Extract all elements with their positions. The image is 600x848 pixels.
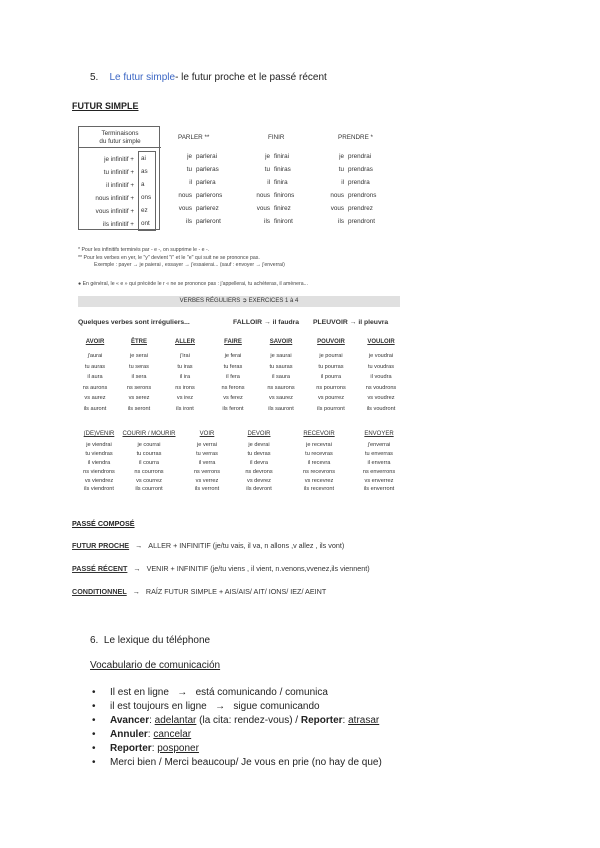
list-item: • Il est en ligne → está comunicando / comunica: [90, 686, 510, 700]
section-6-title: Le lexique du téléphone: [103, 635, 211, 646]
verb-finir: FINIR je finirai tu finiras il finira nous finirons vous finirez ils finiront: [256, 134, 295, 225]
list-item: • Reporter: posponer: [90, 742, 510, 756]
futur-simple-title: FUTUR SIMPLE: [72, 101, 139, 111]
col-savoir: SAVOIR je saurai tu sauras il saura ns saurons vs saurez ils sauront: [267, 339, 295, 412]
col-devoir: DEVOIR je devrai tu devras il devra ns devrons vs devrez ils devront: [245, 431, 273, 493]
col-voir: VOIR je verrai tu verras il verra ns verrons vs verrez ils verront: [193, 431, 221, 493]
conjugation-image: [78, 126, 400, 236]
section-5-rest: - le futur proche et le passé récent: [175, 72, 327, 83]
pronunciation-note: ● En général, le « e » qui précède le r « ne se prononce pas : j'appellerai, tu achèteras, il amènera...: [78, 281, 308, 287]
col-devenir: (DE)VENIR je viendrai tu viendras il viendra ns viendrons vs viendrez ils viendront: [83, 431, 115, 493]
arrow-icon: →: [215, 701, 226, 712]
futur-proche-rule: ALLER + INFINITIF (je/tu vais, il va, n allons ,v allez , ils vont): [148, 541, 345, 550]
vocab-title: Vocabulario de comunicación: [90, 660, 221, 671]
conditionnel-rule: RAÍZ FUTUR SIMPLE + AIS/AIS/ AIT/ IONS/ IEZ/ AEINT: [145, 587, 327, 596]
passe-compose-heading: PASSÉ COMPOSÉ: [72, 519, 135, 528]
pronoun-column: je infinitif + tu infinitif + il infinitif + nous infinitif + vous infinitif + ils infinitif +: [95, 156, 134, 228]
terminations-box: [78, 126, 160, 230]
endings-column: ai as a ons ez ont: [138, 151, 156, 231]
vocab-list: [90, 686, 510, 770]
pleuvoir: PLEUVOIR → il pleuvra: [313, 319, 389, 326]
list-item: • Merci bien / Merci beaucoup/ Je vous en prie (no hay de que): [90, 756, 510, 770]
futur-proche-label: FUTUR PROCHE: [72, 541, 130, 550]
list-item: • il est toujours en ligne → sigue comunicando: [90, 700, 510, 714]
falloir: FALLOIR → il faudra: [233, 319, 300, 326]
arrow-icon: →: [132, 587, 140, 596]
passe-recent-label: PASSÉ RÉCENT: [72, 564, 128, 573]
col-etre: ÊTRE je serai tu seras il sera ns serons vs serez ils seront: [126, 339, 152, 412]
section-5-heading: [90, 72, 327, 83]
passe-recent-rule: VENIR + INFINITIF (je/tu viens , il vient, n.venons,vvenez,ils viennent): [146, 564, 370, 573]
col-faire: FAIRE je ferai tu feras il fera ns ferons vs ferez ils feront: [221, 339, 245, 412]
conjugation-notes: * Pour les infinitifs terminés par - e -, on supprime le - e -. ** Pour les verbes en yer, le "y" devient "i" et le "e" qui suit ne se prononce pas. Exemple : payer → je paierai , essayer → j'essaierai... (sauf : envoyer → j'enverrai): [78, 247, 285, 268]
conditionnel-row: [72, 587, 326, 596]
arrow-icon: →: [135, 541, 143, 550]
col-aller: ALLER j'irai tu iras il ira ns irons vs irez ils iront: [175, 339, 195, 412]
list-item: • Avancer: adelantar (la cita: rendez-vous) / Reporter: atrasar: [90, 714, 510, 728]
futur-proche-row: [72, 541, 344, 550]
verb-parler: PARLER ** je parlerai tu parleras il parlera nous parlerons vous parlerez ils parleront: [178, 134, 223, 225]
list-item: • Annuler: cancelar: [90, 728, 510, 742]
irregular-verbs-table-2: [78, 431, 418, 501]
irregular-title: Quelques verbes sont irréguliers...: [78, 319, 190, 326]
arrow-icon: →: [177, 687, 188, 698]
irregular-verbs-table: [78, 319, 408, 424]
verb-prendre: PRENDRE * je prendrai tu prendras il prendra nous prendrons vous prendrez ils prendront: [330, 134, 377, 225]
col-recevoir: RECEVOIR je recevrai tu recevras il recevra ns recevrons vs recevrez ils recevront: [302, 431, 336, 493]
passe-recent-row: [72, 564, 370, 573]
section-number: 6.: [90, 635, 99, 646]
col-avoir: AVOIR j'aurai tu auras il aura ns aurons vs aurez ils auront: [82, 339, 108, 412]
col-envoyer: ENVOYER j'enverrai tu enverras il enverra ns enverrons vs enverrez ils enverront: [362, 431, 396, 493]
col-vouloir: VOULOIR je voudrai tu voudras il voudra ns voudrons vs voudrez ils voudront: [365, 339, 397, 412]
col-courir: COURIR / MOURIR je courrai tu courras il courra ns courrons vs courrez ils courront: [122, 431, 176, 493]
futur-simple-link-text: Le futur simple: [109, 72, 176, 83]
conditionnel-label: CONDITIONNEL: [72, 587, 127, 596]
section-6-heading: [90, 635, 210, 646]
section-number: 5.: [90, 72, 99, 83]
terminations-title: Terminaisons du futur simple: [99, 130, 141, 145]
col-pouvoir: POUVOIR je pourrai tu pourras il pourra ns pourrons vs pourrez ils pourront: [316, 339, 346, 412]
arrow-icon: →: [133, 564, 141, 573]
regular-verbs-banner: VERBES RÉGULIERS ➲ EXERCICES 1 à 4: [78, 296, 400, 307]
